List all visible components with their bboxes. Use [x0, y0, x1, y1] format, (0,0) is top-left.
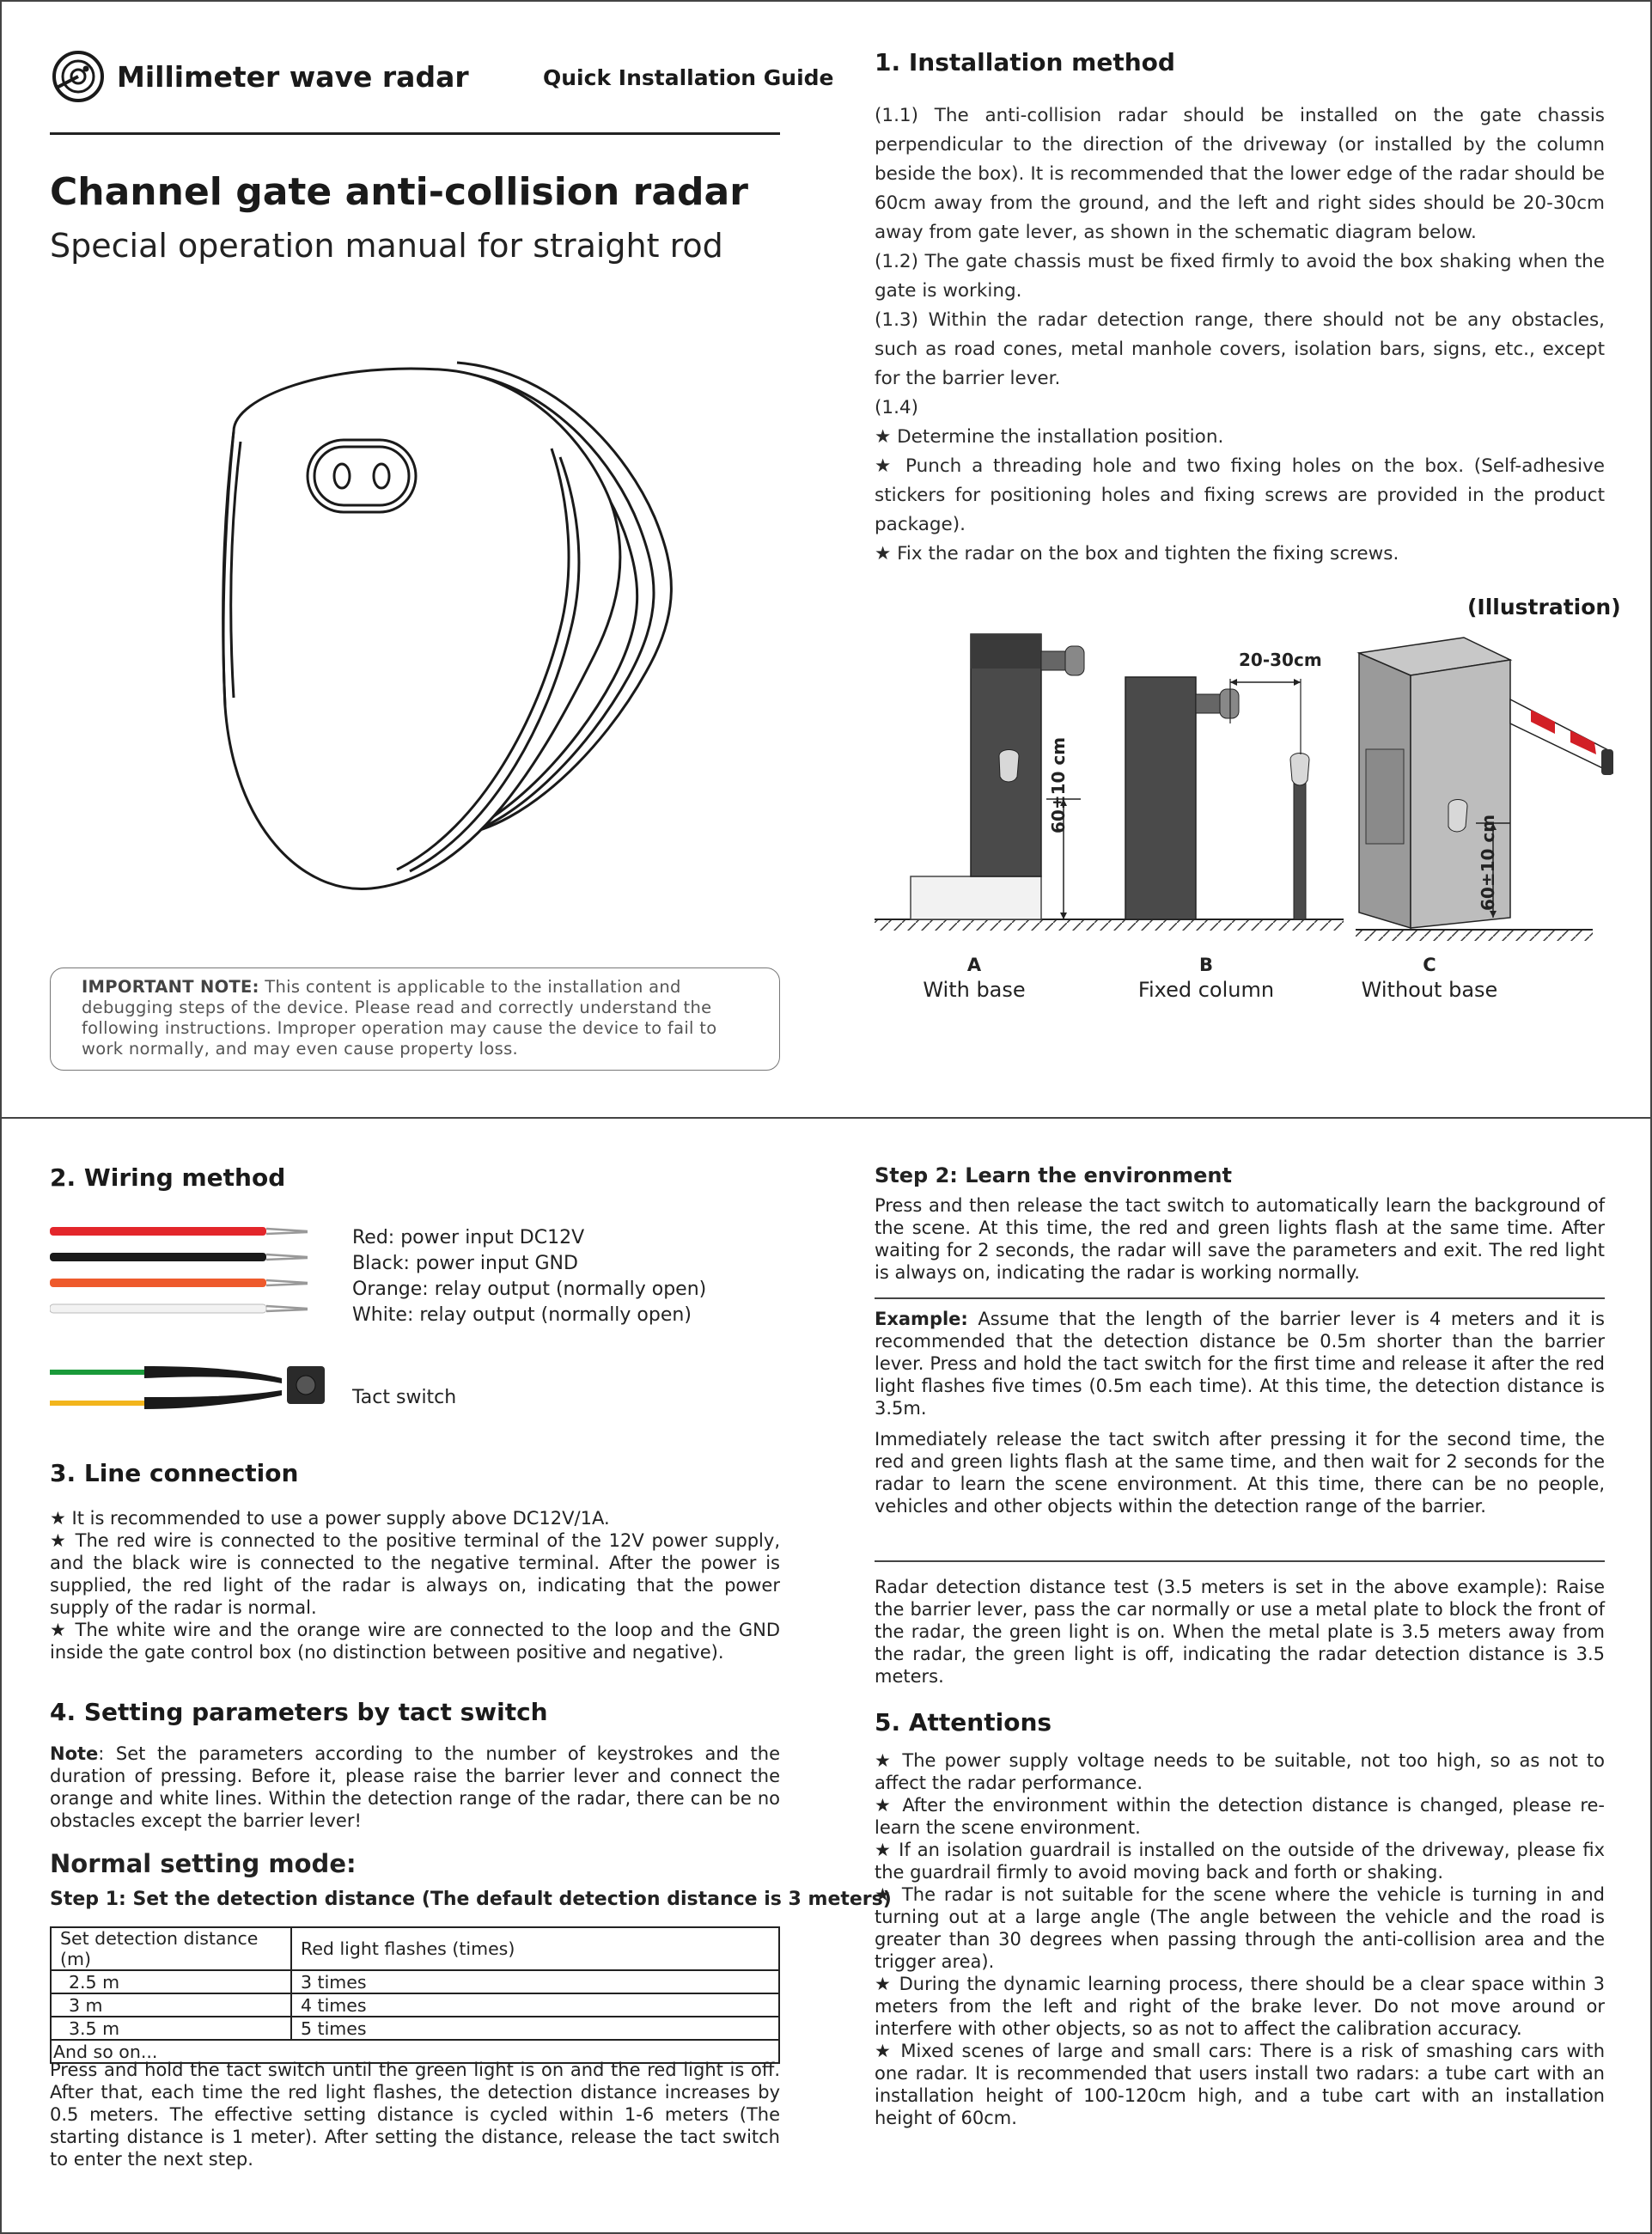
table-row [51, 1970, 779, 1993]
table-cell: 4 times [291, 1993, 779, 2017]
installation-step-1: ★ Determine the installation position. [875, 426, 1224, 448]
dimension-label-c: 60±10 cm [1478, 814, 1498, 911]
wire-red [50, 1227, 308, 1236]
table-cell: 3 times [291, 1970, 779, 1993]
line-connection-text [50, 1507, 780, 1663]
caption-a: A With base [923, 955, 1026, 1002]
setting-note-text: : Set the parameters according to the number of keystrokes and the duration of pressing. Before it, please raise the barrier lever and connect the orange and white lines. Within the detection range of the radar, there can be no obstacles except the barrier lever! [50, 1743, 780, 1831]
table-header-row [51, 1927, 779, 1970]
dimension-label-gap: 20-30cm [1239, 650, 1322, 670]
attention-item: ★ The power supply voltage needs to be suitable, not too high, so as not to affect the radar performance. [875, 1750, 1605, 1793]
table-header-cell: Red light flashes (times) [291, 1927, 779, 1970]
installation-para-2: (1.2) The gate chassis must be fixed firmly to avoid the box shaking when the gate is working. [875, 251, 1605, 302]
table-cell: 3 m [51, 1993, 291, 2017]
attention-item: ★ After the environment within the detection distance is changed, please re-learn the scene environment. [875, 1795, 1605, 1838]
tact-switch-label: Tact switch [352, 1387, 457, 1408]
step2-text: Press and then release the tact switch to automatically learn the background of the scene. At this time, the red and green lights flash at the same time. After waiting for 2 seconds, the radar will save the parameters and exit. The red light is always on, indicating the radar is working normally. [875, 1195, 1605, 1283]
wire-label-orange: Orange: relay output (normally open) [352, 1279, 707, 1300]
guide-label: Quick Installation Guide [543, 65, 834, 90]
important-note-text: This content is applicable to the installation and debugging steps of the device. Please read and correctly understand the following instructions. Improper operation may cause the device to fail to work normally, and may even cause property loss. [82, 977, 717, 1059]
example-label: Example: [875, 1309, 968, 1329]
table-header-cell: Set detection distance (m) [51, 1927, 291, 1970]
wiring-heading: 2. Wiring method [50, 1163, 286, 1192]
important-note-label: IMPORTANT NOTE: [82, 977, 259, 997]
attention-item: ★ During the dynamic learning process, there should be a clear space within 3 meters from the left and right of the brake lever. Do not move around or interfere with other objects, so as not to affect the calibration accuracy. [875, 1974, 1605, 2039]
installation-text [875, 101, 1605, 569]
step2-heading: Step 2: Learn the environment [875, 1163, 1232, 1187]
table-cell: 5 times [291, 2017, 779, 2040]
caption-c: C Without base [1361, 955, 1498, 1002]
installation-step-3: ★ Fix the radar on the box and tighten the fixing screws. [875, 543, 1399, 565]
important-note-box [50, 967, 780, 1071]
wires-illustration [50, 1220, 359, 1426]
attention-item: ★ If an isolation guardrail is installed on the outside of the driveway, please fix the guardrail firmly to avoid moving back and forth or shaking. [875, 1840, 1605, 1883]
page-divider [2, 1117, 1652, 1119]
header-rule [50, 132, 780, 135]
radar-logo-icon [52, 50, 105, 103]
dimension-label-a: 60±10 cm [1048, 736, 1069, 833]
mode-heading: Normal setting mode: [50, 1849, 357, 1878]
brand-name: Millimeter wave radar [117, 60, 469, 94]
table-cell: 2.5 m [51, 1970, 291, 1993]
table-row [51, 1993, 779, 2017]
wire-orange [50, 1279, 308, 1287]
document-title: Channel gate anti-collision radar [50, 170, 748, 214]
table-footer-cell: And so on... [51, 2040, 779, 2063]
installation-heading: 1. Installation method [875, 48, 1175, 76]
installation-para-1: (1.1) The anti-collision radar should be installed on the gate chassis perpendicular to the direction of the driveway (or installed by the column beside the box). It is recommended that the lower edge of the radar should be 60cm away from the ground, and the left and right sides should be 20-30cm away from gate lever, as shown in the schematic diagram below. [875, 105, 1605, 243]
document-subtitle: Special operation manual for straight rod [50, 227, 723, 265]
radar-device-illustration [199, 345, 680, 913]
table-cell: 3.5 m [51, 2017, 291, 2040]
installation-para-3: (1.3) Within the radar detection range, there should not be any obstacles, such as road cones, metal manhole covers, isolation bars, signs, etc., except for the barrier lever. [875, 309, 1605, 389]
attention-item: ★ Mixed scenes of large and small cars: There is a risk of smashing cars with one radar. It is recommended that users install two radars: a tube cart with an installation height of 100-120cm high, and a tube cart with an installation height of 60cm. [875, 2041, 1605, 2128]
distance-table [50, 1926, 780, 2064]
line-connection-item: ★ The white wire and the orange wire are connected to the loop and the GND inside the gate control box (no distinction between positive and negative). [50, 1620, 780, 1663]
setting-note [50, 1743, 780, 1832]
wire-white [50, 1304, 308, 1313]
line-connection-item: ★ The red wire is connected to the positive terminal of the 12V power supply, and the black wire is connected to the negative terminal. After the power is supplied, the red light of the radar is always on, indicating that the power supply of the radar is normal. [50, 1530, 780, 1618]
rule-example-top [875, 1297, 1605, 1299]
step1-text: Press and hold the tact switch until the green light is on and the red light is off. After that, each time the red light flashes, the detection distance increases by 0.5 meters. The effective setting distance is cycled within 1-6 meters (The starting distance is 1 meter). After setting the distance, release the tact switch to enter the next step. [50, 2060, 780, 2170]
caption-b: B Fixed column [1137, 955, 1275, 1002]
installation-para-4: (1.4) [875, 397, 918, 418]
wire-label-red: Red: power input DC12V [352, 1227, 585, 1248]
illustration-label: (Illustration) [1467, 595, 1621, 620]
wire-black [50, 1253, 308, 1261]
attention-item: ★ The radar is not suitable for the scene where the vehicle is turning in and turning out at a large angle (The angle between the vehicle and the road is greater than 30 degrees when passing through the anti-collision area and the trigger area). [875, 1884, 1605, 1972]
step1-heading: Step 1: Set the detection distance (The default detection distance is 3 meters) [50, 1889, 892, 1910]
example-text-2: Immediately release the tact switch after pressing it for the second time, the red and green lights flash at the same time, and then wait for 2 seconds for the radar to learn the scene environment. At this time, there can be no people, vehicles and other objects within the detection range of the barrier. [875, 1429, 1605, 1517]
tact-switch-icon [50, 1366, 325, 1409]
line-connection-item: ★ It is recommended to use a power supply above DC12V/1A. [50, 1508, 610, 1529]
line-connection-heading: 3. Line connection [50, 1459, 299, 1487]
example-text [875, 1308, 1605, 1419]
installation-step-2: ★ Punch a threading hole and two fixing holes on the box. (Self-adhesive stickers for positioning holes and fixing screws are provided in the product package). [875, 455, 1605, 535]
example-body: Assume that the length of the barrier lever is 4 meters and it is recommended that the detection distance be 0.5m shorter than the barrier lever. Press and hold the tact switch for the first time and release it after the red light flashes five times (0.5m each time). At this time, the detection distance is 3.5m. [875, 1309, 1605, 1419]
attentions-list [875, 1749, 1605, 2129]
setting-note-label: Note [50, 1743, 99, 1764]
attentions-heading: 5. Attentions [875, 1708, 1052, 1737]
wire-label-black: Black: power input GND [352, 1253, 578, 1274]
rule-example-bottom [875, 1560, 1605, 1562]
distance-test-text: Radar detection distance test (3.5 meters is set in the above example): Raise the barrier lever, pass the car normally or use a metal plate to block the front of the radar, the green light is on. When the metal plate is 3.5 meters away from the radar, the green light is off, indicating the radar detection distance is 3.5 meters. [875, 1577, 1605, 1687]
wire-label-white: White: relay output (normally open) [352, 1304, 692, 1326]
table-row [51, 2017, 779, 2040]
setting-heading: 4. Setting parameters by tact switch [50, 1698, 548, 1726]
